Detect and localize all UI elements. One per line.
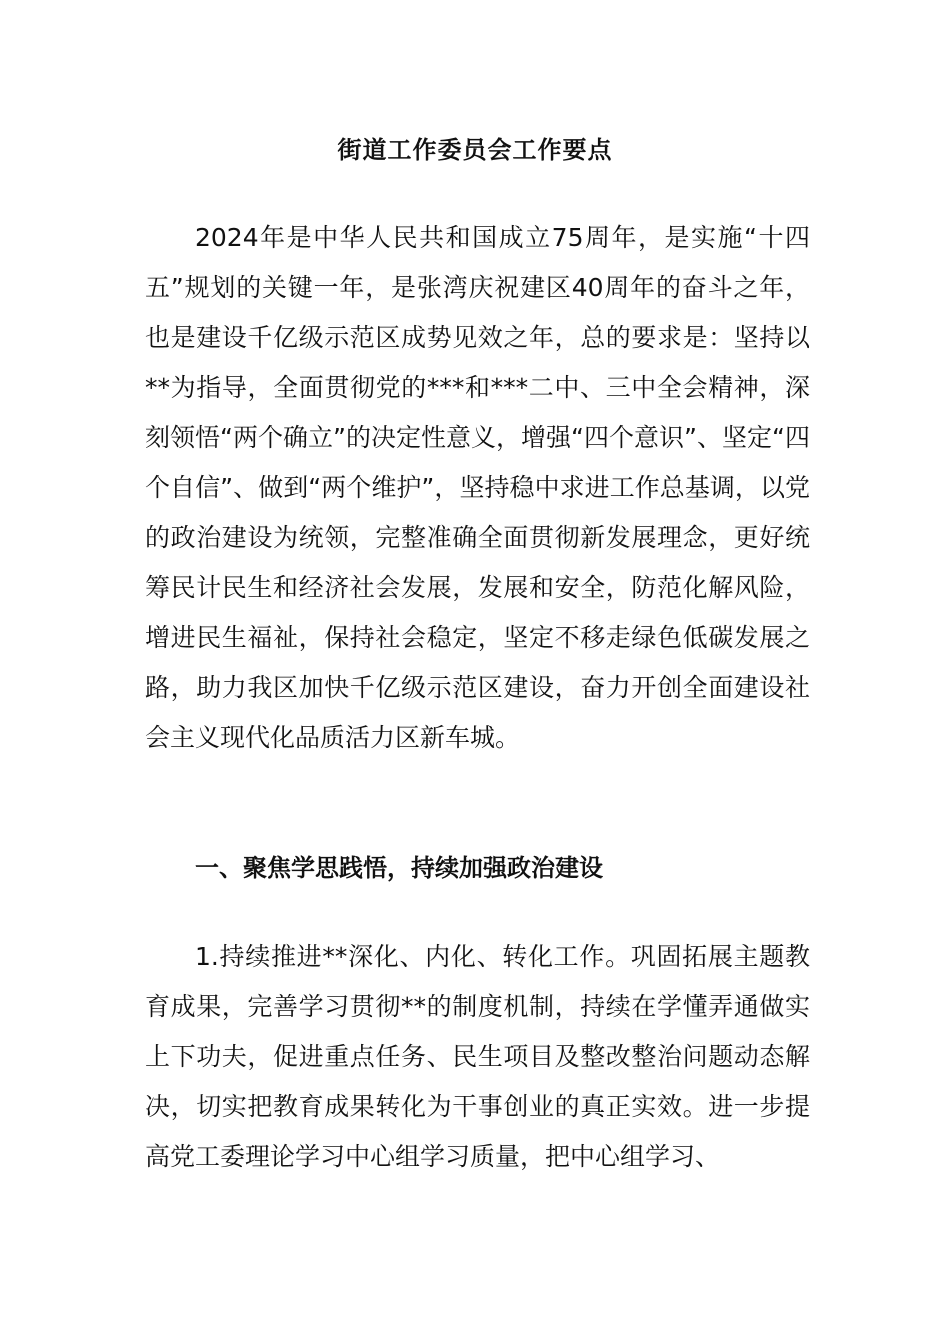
section-heading: 一、聚焦学思践悟，持续加强政治建设	[195, 854, 603, 882]
section-paragraph: 1.持续推进**深化、内化、转化工作。巩固拓展主题教育成果，完善学习贯彻**的制度机制，持续在学懂弄通做实上下功夫，促进重点任务、民生项目及整改整治问题动态解决，切实把教育成果转化为干事创业的真正实效。进一步提高党工委理论学习中心组学习质量，把中心组学习、	[145, 942, 810, 1171]
intro-paragraph: 2024年是中华人民共和国成立75周年，是实施“十四五”规划的关键一年，是张湾庆祝建区40周年的奋斗之年，也是建设千亿级示范区成势见效之年，总的要求是：坚持以**为指导，全面贯彻党的***和***二中、三中全会精神，深刻领悟“两个确立”的决定性意义，增强“四个意识”、坚定“四个自信”、做到“两个维护”，坚持稳中求进工作总基调，以党的政治建设为统领，完整准确全面贯彻新发展理念，更好统筹民计民生和经济社会发展，发展和安全，防范化解风险，增进民生福祉，保持社会稳定，坚定不移走绿色低碳发展之路，助力我区加快千亿级示范区建设，奋力开创全面建设社会主义现代化品质活力区新车城。	[145, 223, 810, 752]
document-title: 街道工作委员会工作要点	[337, 136, 613, 164]
